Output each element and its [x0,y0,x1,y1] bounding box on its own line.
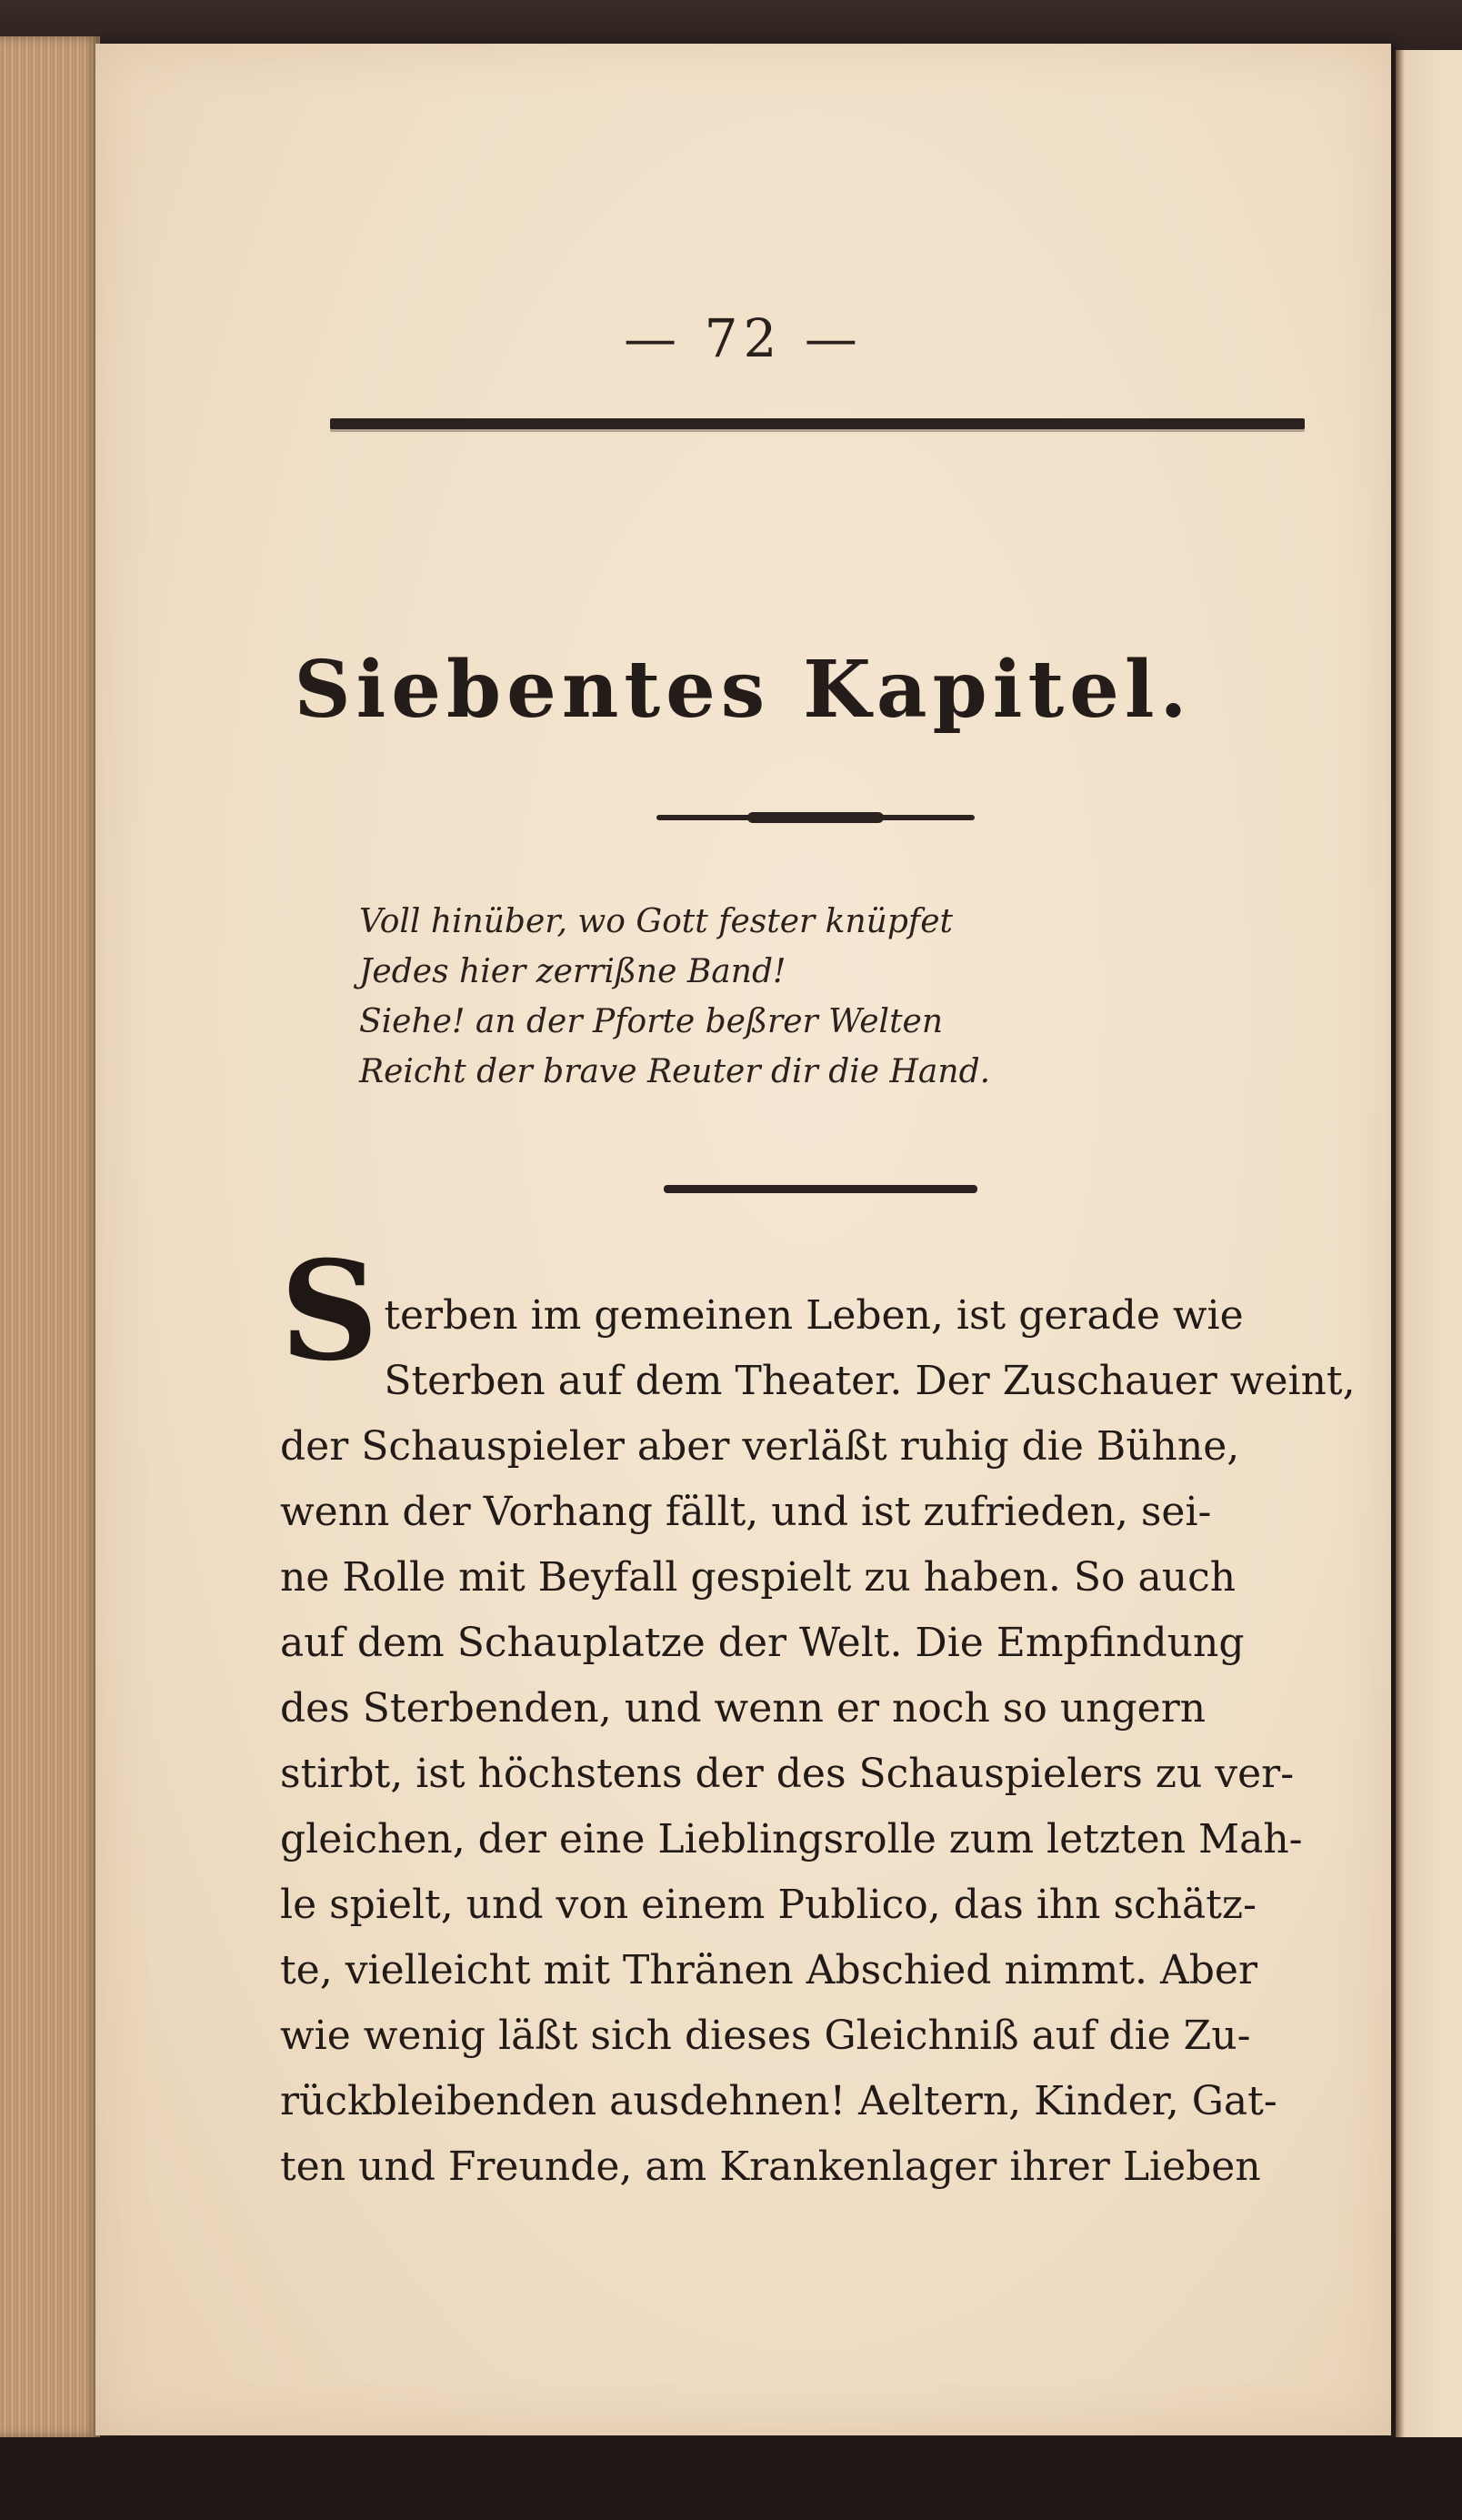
page-edges-left [0,36,100,2437]
book-binding-bottom [0,2437,1462,2520]
body-line: stirbt, ist höchstens der des Schauspielers zu ver- [280,1751,1295,1797]
body-line: le spielt, und von einem Publico, das ihn schätz- [280,1882,1257,1928]
book-page [95,44,1391,2435]
page-number: — 72 — [624,307,863,369]
epigraph-line: Jedes hier zerrißne Band! [359,953,786,990]
chapter-title: Siebentes Kapitel. [294,644,1193,736]
epigraph-rule [664,1185,977,1193]
body-line: auf dem Schauplatze der Welt. Die Empfindung [280,1620,1245,1666]
body-line: terben im gemeinen Leben, ist gerade wie [384,1292,1244,1339]
body-line: ne Rolle mit Beyfall gespielt zu haben. So auch [280,1554,1237,1601]
body-line: der Schauspieler aber verläßt ruhig die Bühne, [280,1423,1240,1470]
body-line: Sterben auf dem Theater. Der Zuschauer weint, [384,1358,1356,1404]
header-rule [330,418,1305,429]
body-line: des Sterbenden, und wenn er noch so ungern [280,1685,1207,1732]
facing-page-edge [1396,50,1462,2442]
body-line: rückbleibenden ausdehnen! Aeltern, Kinder, Gat- [280,2078,1277,2124]
body-line: ten und Freunde, am Krankenlager ihrer Lieben [280,2144,1261,2190]
body-line: wenn der Vorhang fällt, und ist zufrieden, sei- [280,1489,1212,1535]
epigraph-line: Reicht der brave Reuter dir die Hand. [359,1053,991,1090]
epigraph-line: Siehe! an der Pforte beßrer Welten [359,1003,944,1040]
body-line: te, vielleicht mit Thränen Abschied nimmt. Aber [280,1947,1257,1993]
epigraph [359,897,1177,1097]
body-line: wie wenig läßt sich dieses Gleichniß auf die Zu- [280,2013,1251,2059]
epigraph-line: Voll hinüber, wo Gott fester knüpfet [359,903,953,940]
drop-cap: S [280,1231,379,1391]
title-ornament-rule [656,815,975,820]
body-line: gleichen, der eine Lieblingsrolle zum letzten Mah- [280,1816,1303,1862]
body-text [280,1231,1403,2200]
